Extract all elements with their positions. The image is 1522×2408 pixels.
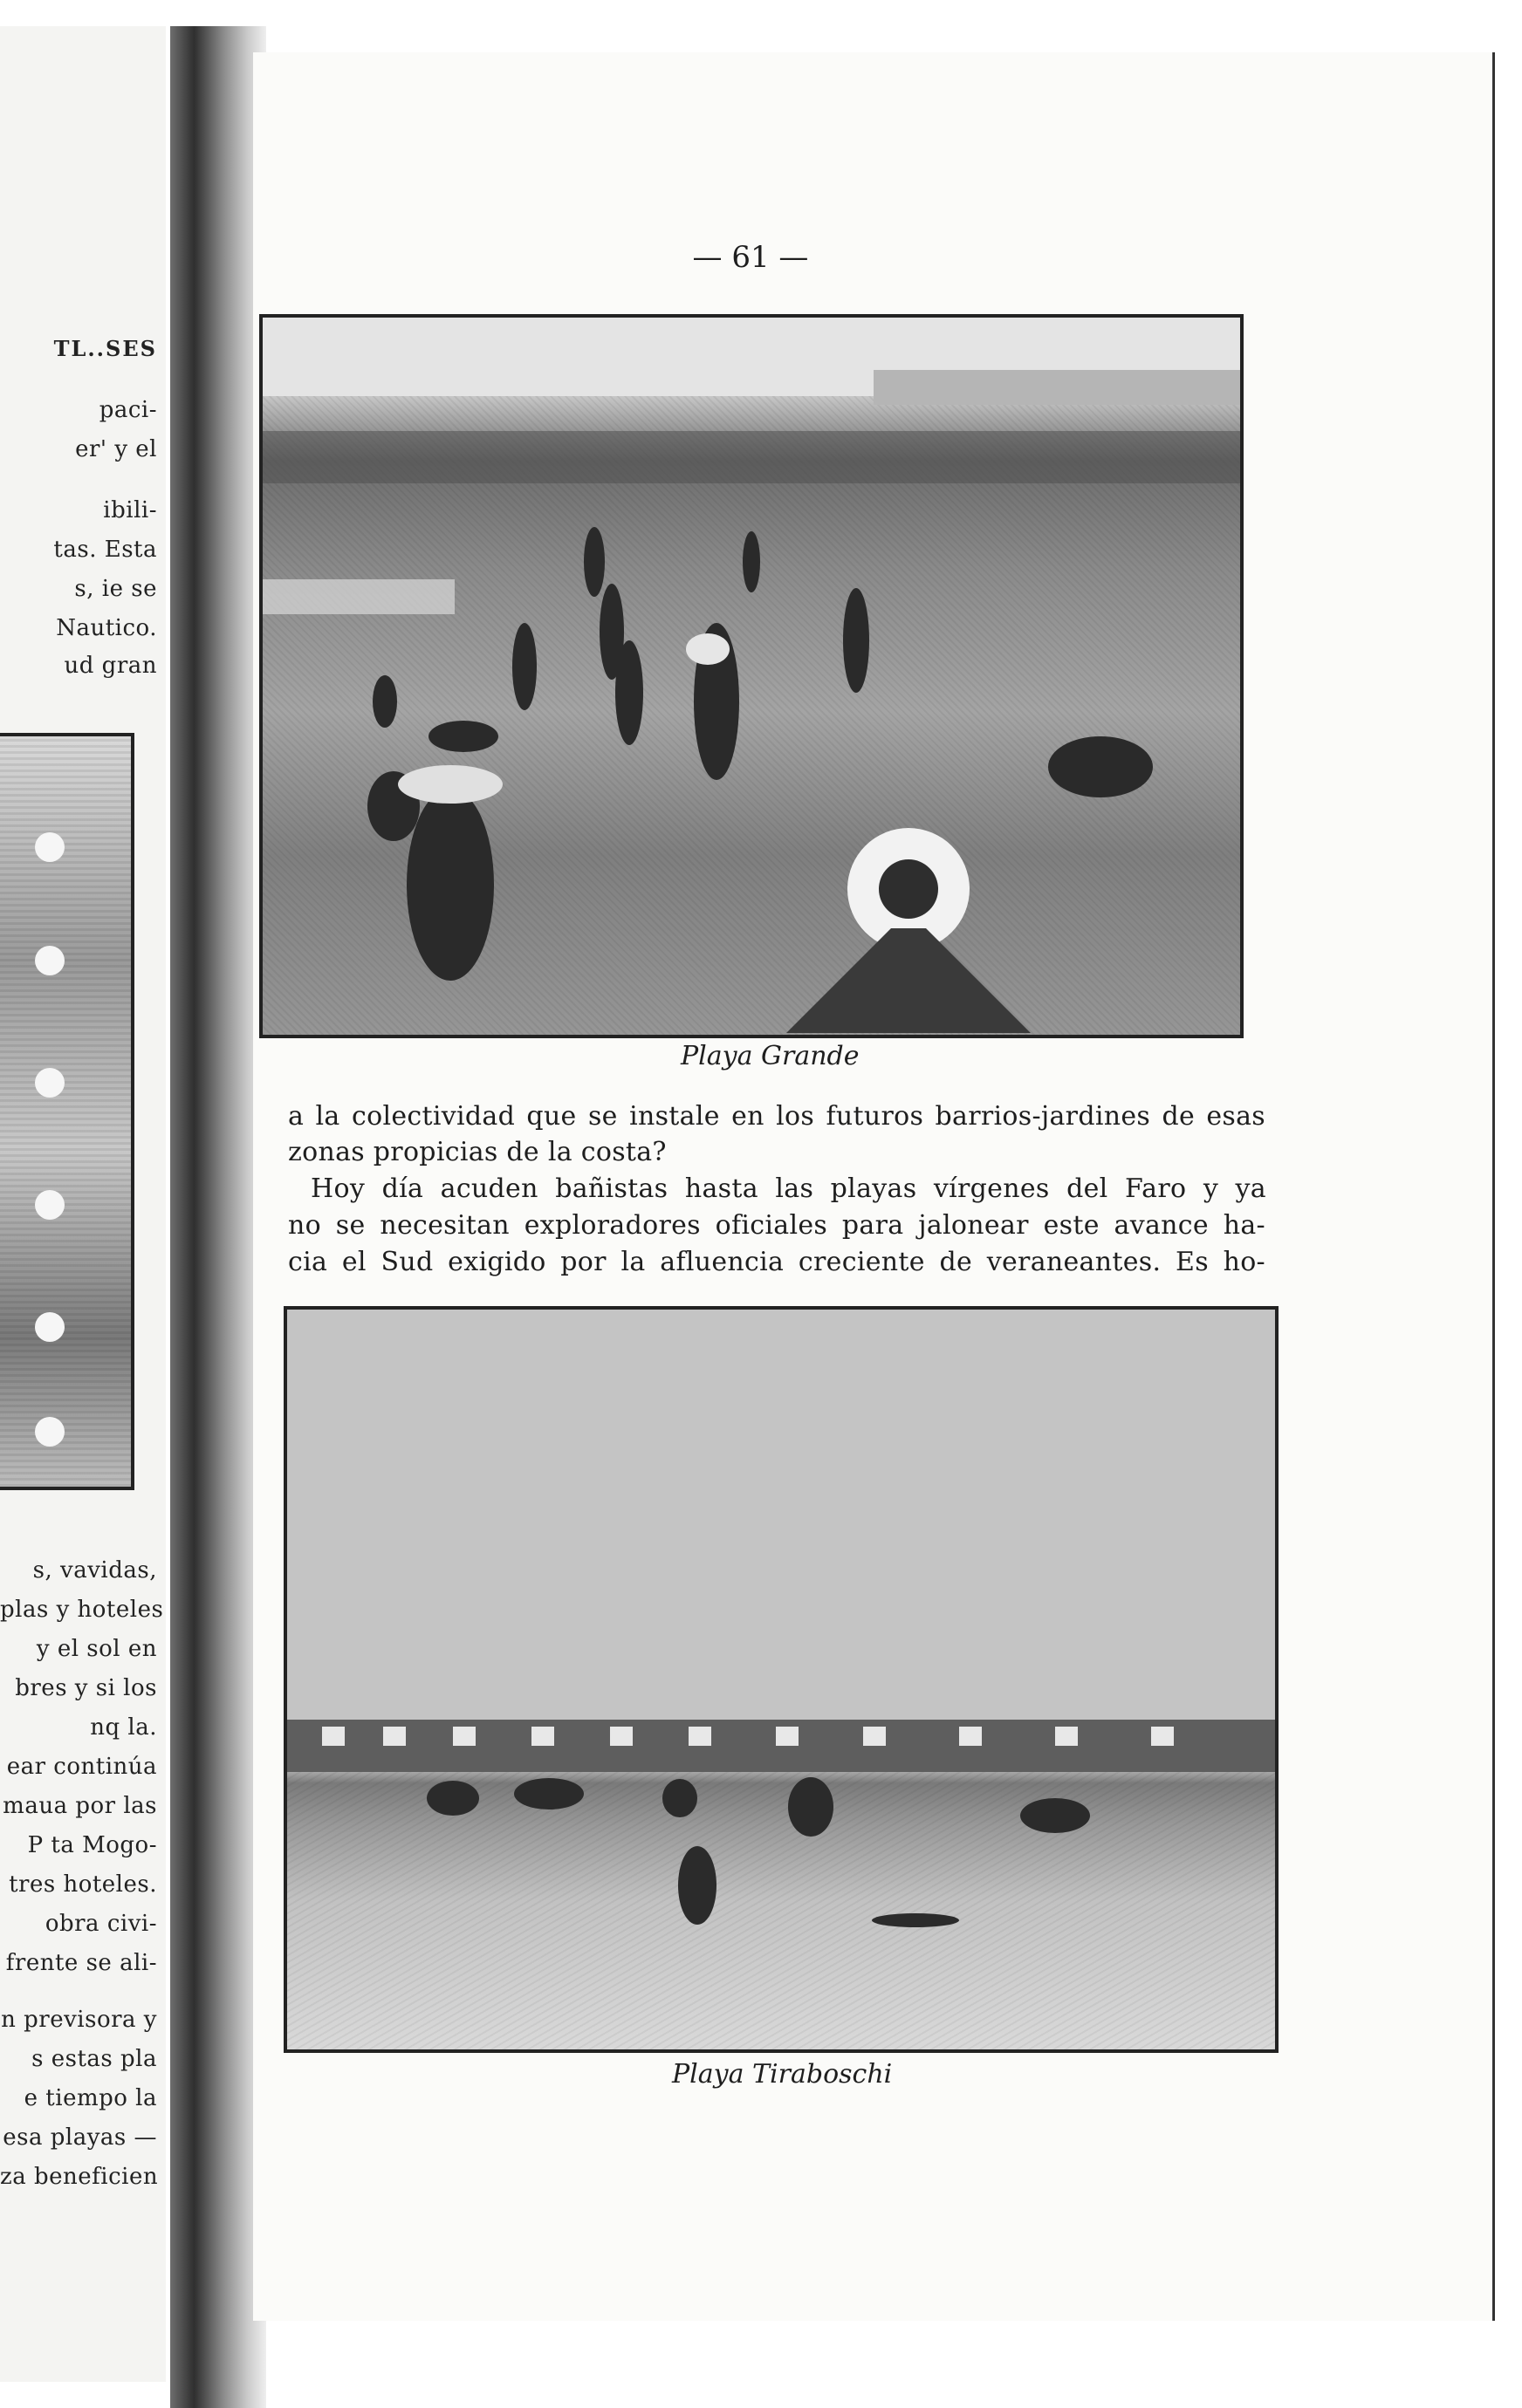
body-text-line: no se necesitan exploradores oficiales para jalonear este avance ha- — [288, 1210, 1265, 1241]
left-page-line: nq la. — [90, 1714, 157, 1741]
left-page-line: s estas pla — [31, 2046, 157, 2072]
left-page-line: tres hoteles. — [9, 1871, 157, 1898]
left-page-line: paci- — [99, 397, 157, 423]
left-page-line: frente se ali- — [5, 1950, 157, 1976]
caption-playa-grande: Playa Grande — [681, 1041, 860, 1071]
left-page-line: s, vavidas, — [32, 1557, 157, 1584]
left-page-line: esa playas — — [3, 2124, 157, 2151]
left-page-line: plas y hoteles — [0, 1597, 164, 1623]
caption-playa-tiraboschi: Playa Tiraboschi — [672, 2059, 893, 2090]
body-text-line: cia el Sud exigido por la afluencia creciente de veraneantes. Es ho- — [288, 1247, 1265, 1277]
film-hole — [35, 832, 65, 862]
left-page-line: n previsora y — [1, 2007, 157, 2033]
left-page-line: e tiempo la — [24, 2085, 157, 2111]
left-page-line: bres y si los — [15, 1675, 157, 1701]
book-gutter-shadow — [170, 26, 266, 2408]
left-page-line: Nautico. — [56, 615, 157, 641]
body-text-line: a la colectividad que se instale en los futuros barrios-jardines de esas — [288, 1101, 1265, 1132]
left-page-line: ear continúa — [6, 1754, 157, 1780]
left-page-photo — [0, 733, 134, 1490]
body-text-line: Hoy día acuden bañistas hasta las playas vírgenes del Faro y ya — [311, 1173, 1266, 1204]
left-page-line: er' y el — [75, 436, 157, 462]
left-page-line: obra civi- — [45, 1911, 157, 1937]
left-page-line: s, ie se — [74, 576, 157, 602]
left-page-line: tas. Esta — [53, 537, 157, 563]
left-page-line: za beneficien — [0, 2164, 159, 2190]
film-hole — [35, 1312, 65, 1342]
film-hole — [35, 946, 65, 975]
film-hole — [35, 1190, 65, 1220]
photo-playa-tiraboschi — [284, 1306, 1279, 2053]
left-page-line: y el sol en — [36, 1636, 157, 1662]
film-hole — [35, 1417, 65, 1447]
left-page-line: maua por las — [3, 1793, 157, 1819]
left-page-line: ud gran — [64, 653, 157, 679]
photo-playa-grande — [259, 314, 1244, 1038]
body-text-line: zonas propicias de la costa? — [288, 1137, 667, 1167]
page-number: — 61 — — [692, 240, 809, 275]
left-page-line: ibili- — [103, 497, 157, 523]
left-page-fragment — [0, 26, 166, 2382]
left-page-line: P ta Mogo- — [27, 1832, 157, 1858]
film-hole — [35, 1068, 65, 1098]
left-page-heading: TL..SES — [53, 336, 157, 361]
